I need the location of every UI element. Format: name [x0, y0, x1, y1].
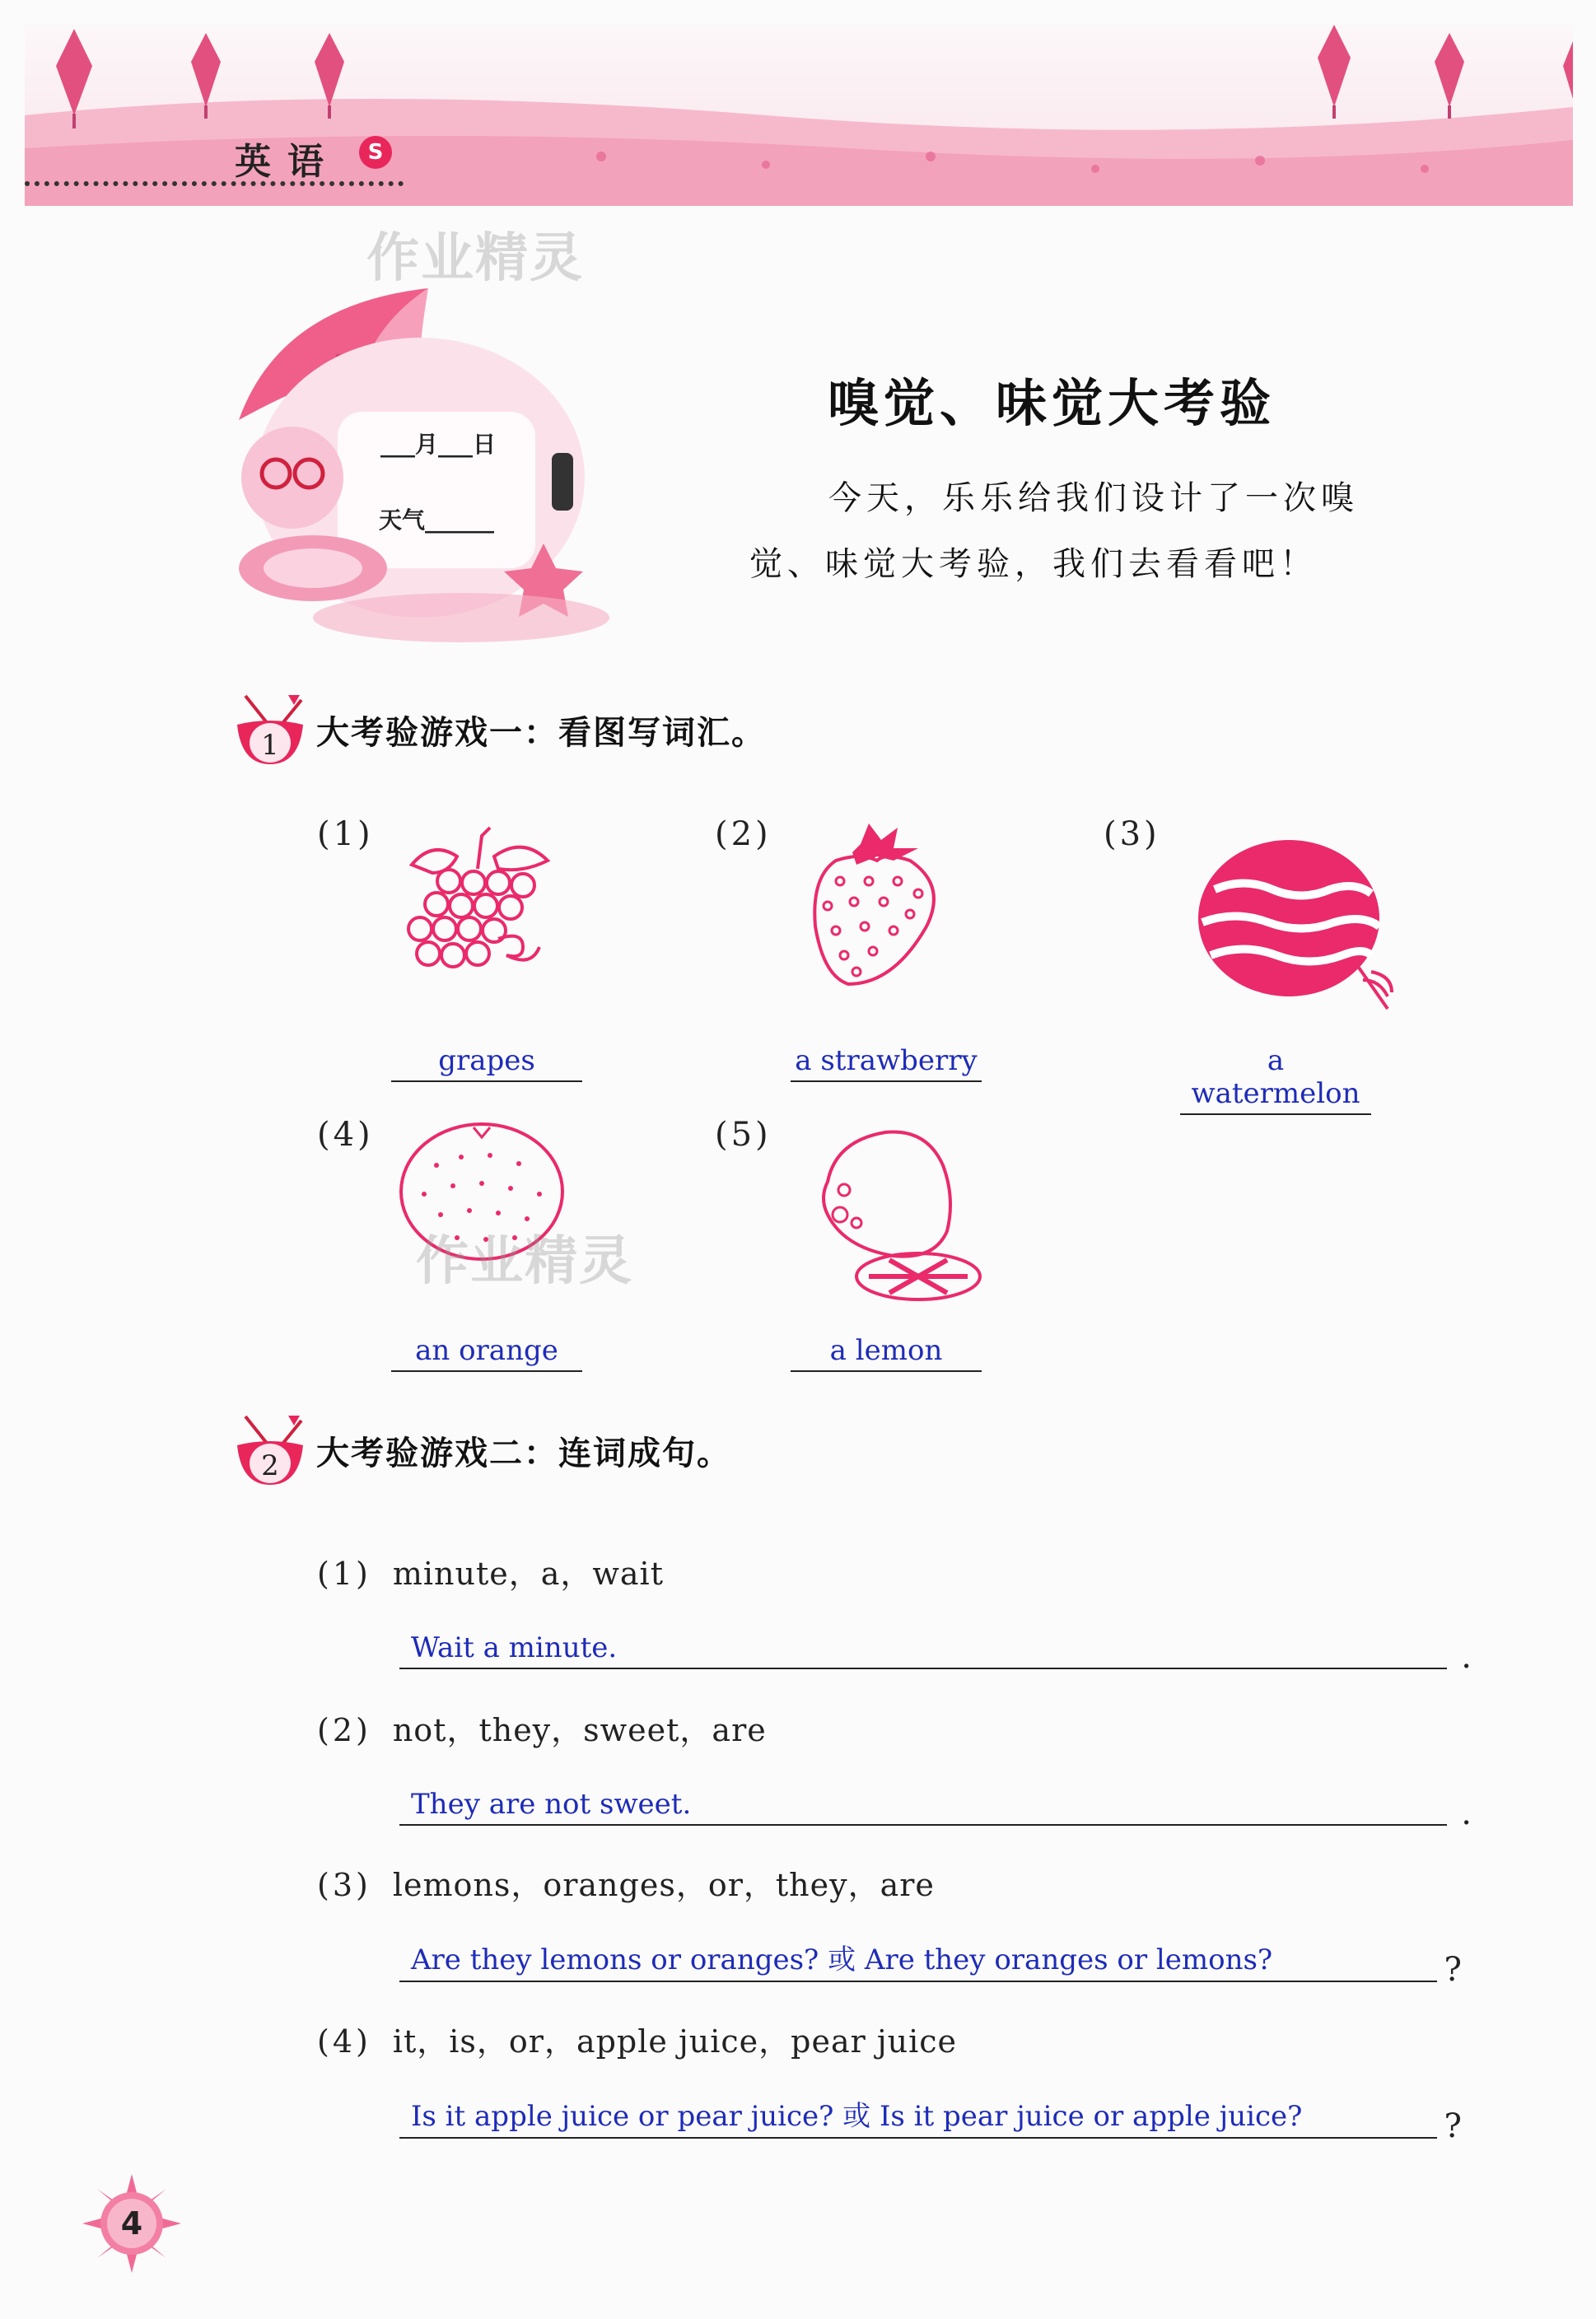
- answer-line[interactable]: [399, 1618, 1472, 1676]
- sentence-answer: Are they lemons or oranges? 或 Are they oranges or lemons?: [411, 1943, 1273, 1976]
- page-number: 4: [120, 2205, 143, 2242]
- date-blank: ___月___日: [380, 431, 497, 458]
- question-words: [317, 1548, 664, 1593]
- lemon-icon: [811, 1124, 1009, 1305]
- item-label: (5): [715, 1116, 772, 1154]
- end-punctuation: .: [1461, 1638, 1472, 1676]
- watermelon-icon: [1194, 832, 1400, 1013]
- question-words: [317, 1705, 767, 1750]
- intro-text: 今天，乐乐给我们设计了一次嗅觉、味觉大考验，我们去看看吧！: [749, 479, 1359, 583]
- end-punctuation: .: [1461, 1794, 1472, 1832]
- question-label: (4): [317, 2023, 371, 2060]
- answer-blank[interactable]: a watermelon: [1180, 1044, 1371, 1115]
- svg-text:1: 1: [261, 729, 279, 762]
- sentence-answer: Wait a minute.: [411, 1631, 618, 1664]
- end-punctuation: ?: [1444, 1951, 1462, 1989]
- scrambled-words: it，is，or，apple juice，pear juice: [392, 2023, 958, 2060]
- scrambled-words: minute，a，wait: [392, 1556, 664, 1592]
- strawberry-icon: [803, 819, 951, 988]
- page-number-badge: [82, 2174, 181, 2273]
- question-label: (1): [317, 1556, 371, 1592]
- cup-number-icon: [229, 692, 311, 766]
- question-words: [317, 2016, 957, 2061]
- character-umbrella-illustration: [214, 272, 642, 659]
- question-label: (2): [317, 1712, 371, 1748]
- scrambled-words: not，they，sweet，are: [392, 1712, 767, 1748]
- section-2-title: 大考验游戏二：连词成句。: [316, 1435, 731, 1472]
- watermark: 作业精灵: [366, 228, 584, 289]
- item-label: (4): [317, 1116, 374, 1154]
- answer-line[interactable]: [399, 1931, 1462, 1989]
- weather-blank: 天气______: [379, 506, 495, 534]
- subject-title: 英语: [235, 141, 340, 183]
- watermark: 作业精灵: [416, 1231, 633, 1292]
- question-label: (3): [317, 1867, 371, 1903]
- grapes-icon: [399, 824, 556, 984]
- svg-text:2: 2: [261, 1449, 279, 1482]
- sentence-answer: Is it apple juice or pear juice? 或 Is it pear juice or apple juice?: [411, 2100, 1303, 2133]
- item-label: (3): [1104, 815, 1160, 853]
- sentence-answer: They are not sweet.: [411, 1788, 692, 1821]
- header-dotted-rule: [25, 181, 404, 186]
- answer-blank[interactable]: a lemon: [791, 1334, 982, 1372]
- answer-line[interactable]: [399, 1775, 1472, 1832]
- section-1-title: 大考验游戏一：看图写词汇。: [316, 714, 766, 752]
- cup-number-icon: [229, 1412, 311, 1486]
- edition-badge: S: [359, 136, 392, 169]
- scrambled-words: lemons，oranges，or，they，are: [392, 1867, 935, 1903]
- answer-blank[interactable]: a strawberry: [791, 1044, 982, 1082]
- answer-blank[interactable]: an orange: [391, 1334, 582, 1372]
- end-punctuation: ?: [1444, 2107, 1462, 2145]
- question-words: [317, 1859, 935, 1905]
- item-label: (2): [715, 815, 772, 853]
- item-label: (1): [317, 815, 374, 853]
- answer-blank[interactable]: grapes: [391, 1044, 582, 1082]
- page-title: 嗅觉、味觉大考验: [828, 373, 1276, 433]
- answer-line[interactable]: [399, 2088, 1462, 2145]
